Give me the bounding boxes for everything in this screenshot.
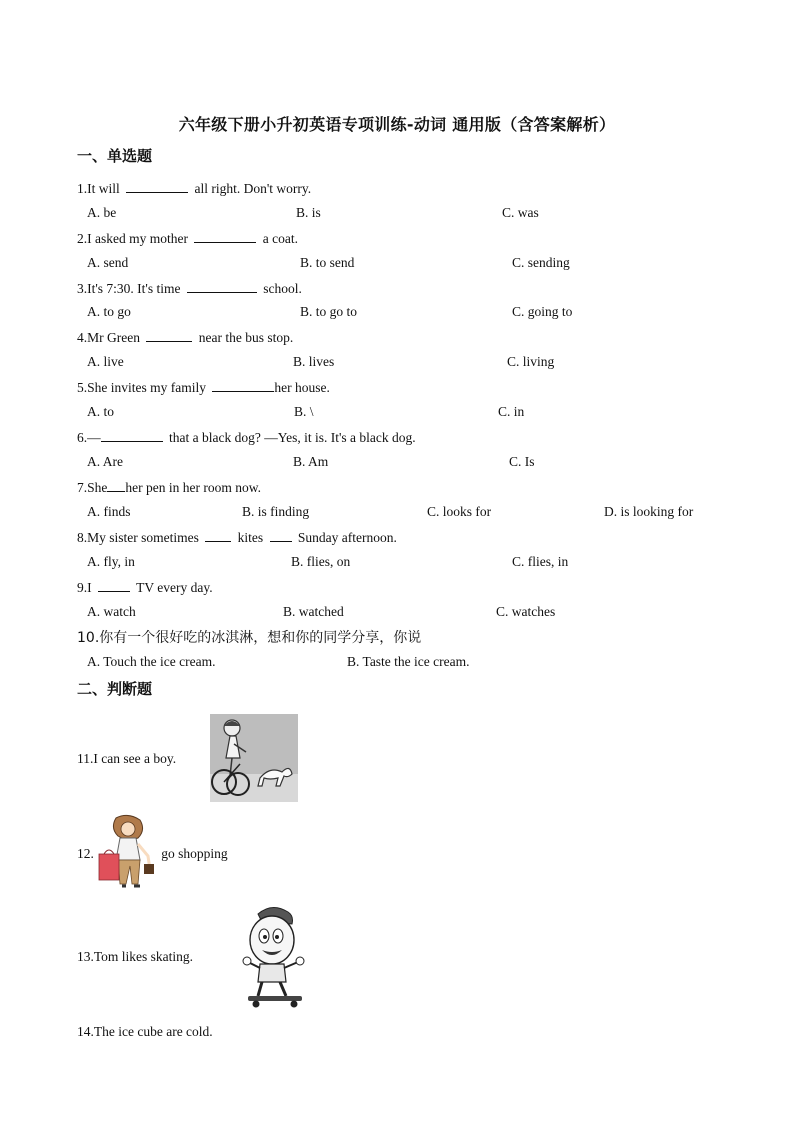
option-b[interactable]: B. Taste the ice cream. [347, 654, 470, 669]
answer-blank[interactable] [205, 529, 231, 542]
option-a[interactable]: A. watch [87, 604, 136, 619]
answer-blank[interactable] [101, 429, 163, 442]
option-c[interactable]: C. flies, in [512, 554, 569, 569]
question-1: 1.It will all right. Don't worry. [77, 181, 312, 196]
option-a[interactable]: A. finds [87, 504, 131, 519]
option-c[interactable]: C. living [507, 354, 555, 369]
section-heading-single-choice: 一、单选题 [77, 147, 153, 165]
option-a[interactable]: A. live [87, 354, 124, 369]
option-b[interactable]: B. to send [300, 255, 355, 270]
page-title: 六年级下册小升初英语专项训练-动词 通用版（含答案解析） [178, 115, 616, 134]
option-b[interactable]: B. is [296, 205, 321, 220]
answer-blank[interactable] [98, 579, 130, 592]
question-8: 8.My sister sometimes kites Sunday afternoon. [77, 530, 397, 545]
question-9: 9.I TV every day. [77, 580, 213, 595]
woman-shopping-illustration [96, 814, 162, 892]
option-d[interactable]: D. is looking for [604, 504, 694, 519]
option-b[interactable]: B. is finding [242, 504, 310, 519]
option-a[interactable]: A. Are [87, 454, 123, 469]
question-4: 4.Mr Green near the bus stop. [77, 330, 294, 345]
option-c[interactable]: C. going to [512, 304, 573, 319]
option-b[interactable]: B. lives [293, 354, 335, 369]
question-13: 13.Tom likes skating. [77, 949, 194, 964]
boy-skateboarding-illustration [240, 906, 310, 1010]
option-b[interactable]: B. watched [283, 604, 344, 619]
option-b[interactable]: B. \ [294, 404, 314, 419]
answer-blank[interactable] [126, 180, 188, 193]
answer-blank[interactable] [270, 529, 292, 542]
option-a[interactable]: A. Touch the ice cream. [87, 654, 216, 669]
option-c[interactable]: C. sending [512, 255, 570, 270]
question-14: 14.The ice cube are cold. [77, 1024, 213, 1039]
option-b[interactable]: B. Am [293, 454, 329, 469]
answer-blank[interactable] [187, 280, 257, 293]
question-6: 6.— that a black dog? —Yes, it is. It's a black dog. [77, 430, 416, 445]
option-c[interactable]: C. looks for [427, 504, 492, 519]
question-2: 2.I asked my mother a coat. [77, 231, 298, 246]
answer-blank[interactable] [107, 479, 125, 492]
question-7: 7.She her pen in her room now. [77, 480, 261, 495]
option-c[interactable]: C. watches [496, 604, 556, 619]
question-10: 10.你有一个很好吃的冰淇淋，想和你的同学分享，你说 [77, 630, 422, 646]
option-a[interactable]: A. send [87, 255, 129, 270]
option-a[interactable]: A. to go [87, 304, 131, 319]
option-a[interactable]: A. fly, in [87, 554, 135, 569]
section-heading-true-false: 二、判断题 [77, 680, 153, 698]
question-3: 3.It's 7:30. It's time school. [77, 281, 302, 296]
option-c[interactable]: C. Is [509, 454, 535, 469]
answer-blank[interactable] [194, 230, 256, 243]
question-11: 11.I can see a boy. [77, 751, 177, 766]
girl-riding-bike-illustration [210, 714, 298, 802]
question-5: 5.She invites my family her house. [77, 380, 330, 395]
option-a[interactable]: A. to [87, 404, 114, 419]
option-b[interactable]: B. flies, on [291, 554, 351, 569]
option-c[interactable]: C. in [498, 404, 525, 419]
option-a[interactable]: A. be [87, 205, 117, 220]
option-c[interactable]: C. was [502, 205, 539, 220]
answer-blank[interactable] [146, 329, 192, 342]
option-b[interactable]: B. to go to [300, 304, 358, 319]
question-12: 12. go shopping [77, 846, 228, 861]
answer-blank[interactable] [212, 379, 274, 392]
